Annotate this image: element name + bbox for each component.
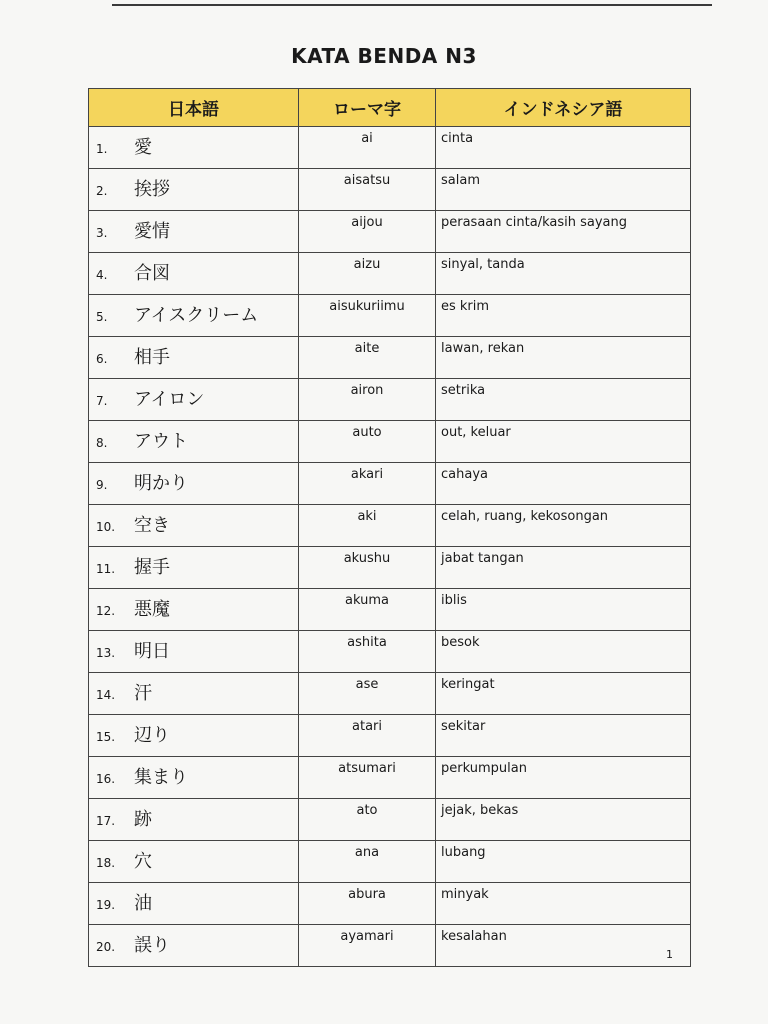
cell-indonesian: lubang [436, 841, 691, 883]
japanese-word: 明日 [134, 641, 170, 662]
cell-indonesian: minyak [436, 883, 691, 925]
table-row [89, 631, 691, 673]
table-header-row [89, 89, 691, 127]
japanese-word: 明かり [134, 473, 188, 494]
cell-japanese [89, 421, 299, 463]
row-number: 18. [96, 856, 116, 870]
cell-indonesian: es krim [436, 295, 691, 337]
table-row [89, 253, 691, 295]
cell-japanese [89, 547, 299, 589]
japanese-word: 跡 [134, 809, 152, 830]
cell-indonesian: cinta [436, 127, 691, 169]
row-number: 3. [96, 226, 108, 240]
row-number: 5. [96, 310, 108, 324]
table-row [89, 589, 691, 631]
japanese-word: 握手 [134, 557, 170, 578]
table-row [89, 841, 691, 883]
cell-indonesian: keringat [436, 673, 691, 715]
cell-romaji: airon [299, 379, 436, 421]
row-number: 13. [96, 646, 116, 660]
cell-romaji: akushu [299, 547, 436, 589]
cell-indonesian: lawan, rekan [436, 337, 691, 379]
table-row [89, 421, 691, 463]
cell-japanese [89, 631, 299, 673]
cell-romaji: aisukuriimu [299, 295, 436, 337]
table-row [89, 463, 691, 505]
cell-romaji: aki [299, 505, 436, 547]
document-title: KATA BENDA N3 [291, 44, 477, 68]
cell-indonesian: celah, ruang, kekosongan [436, 505, 691, 547]
cell-japanese [89, 715, 299, 757]
row-number: 20. [96, 940, 116, 954]
cell-indonesian: out, keluar [436, 421, 691, 463]
cell-romaji: ayamari [299, 925, 436, 967]
japanese-word: アイスクリーム [134, 305, 259, 326]
table-row [89, 169, 691, 211]
table-row [89, 379, 691, 421]
row-number: 12. [96, 604, 116, 618]
cell-indonesian: sekitar [436, 715, 691, 757]
cell-japanese [89, 841, 299, 883]
cell-japanese [89, 295, 299, 337]
cell-romaji: atsumari [299, 757, 436, 799]
header-japanese: 日本語 [89, 89, 299, 127]
cell-japanese [89, 169, 299, 211]
cell-indonesian: perkumpulan [436, 757, 691, 799]
cell-japanese [89, 799, 299, 841]
row-number: 7. [96, 394, 108, 408]
cell-indonesian: salam [436, 169, 691, 211]
cell-japanese [89, 127, 299, 169]
japanese-word: 辺り [134, 725, 170, 746]
table-row [89, 757, 691, 799]
cell-japanese [89, 211, 299, 253]
row-number: 2. [96, 184, 108, 198]
cell-japanese [89, 379, 299, 421]
table-row [89, 505, 691, 547]
cell-romaji: aite [299, 337, 436, 379]
row-number: 1. [96, 142, 108, 156]
header-indonesian: インドネシア語 [436, 89, 691, 127]
table-row [89, 925, 691, 967]
table-body [89, 127, 691, 967]
cell-romaji: atari [299, 715, 436, 757]
cell-japanese [89, 505, 299, 547]
cell-romaji: aizu [299, 253, 436, 295]
cell-romaji: ashita [299, 631, 436, 673]
cell-romaji: aijou [299, 211, 436, 253]
row-number: 19. [96, 898, 116, 912]
japanese-word: 汗 [134, 683, 152, 704]
cell-japanese [89, 673, 299, 715]
row-number: 8. [96, 436, 108, 450]
japanese-word: 穴 [134, 851, 152, 872]
cell-romaji: akari [299, 463, 436, 505]
row-number: 16. [96, 772, 116, 786]
cell-indonesian: iblis [436, 589, 691, 631]
table-row [89, 127, 691, 169]
japanese-word: 愛 [134, 137, 152, 158]
table-row [89, 673, 691, 715]
row-number: 6. [96, 352, 108, 366]
table-row [89, 799, 691, 841]
japanese-word: 誤り [134, 935, 170, 956]
japanese-word: アウト [134, 431, 188, 452]
row-number: 11. [96, 562, 116, 576]
cell-japanese [89, 757, 299, 799]
row-number: 9. [96, 478, 108, 492]
cell-romaji: ana [299, 841, 436, 883]
cell-indonesian: perasaan cinta/kasih sayang [436, 211, 691, 253]
cell-indonesian: setrika [436, 379, 691, 421]
cell-japanese [89, 589, 299, 631]
japanese-word: 空き [134, 515, 170, 536]
cell-japanese [89, 925, 299, 967]
cell-indonesian: jabat tangan [436, 547, 691, 589]
cell-japanese [89, 463, 299, 505]
cell-romaji: auto [299, 421, 436, 463]
cell-romaji: ase [299, 673, 436, 715]
cell-indonesian: sinyal, tanda [436, 253, 691, 295]
table-row [89, 883, 691, 925]
row-number: 10. [96, 520, 116, 534]
cell-romaji: abura [299, 883, 436, 925]
header-romaji: ローマ字 [299, 89, 436, 127]
japanese-word: アイロン [134, 389, 205, 410]
japanese-word: 挨拶 [134, 179, 170, 200]
table-row [89, 211, 691, 253]
japanese-word: 悪魔 [134, 599, 170, 620]
cell-indonesian: jejak, bekas [436, 799, 691, 841]
row-number: 4. [96, 268, 108, 282]
cell-indonesian: kesalahan [436, 925, 691, 967]
cell-japanese [89, 253, 299, 295]
cell-romaji: aisatsu [299, 169, 436, 211]
vocabulary-table [88, 88, 691, 967]
cell-romaji: ato [299, 799, 436, 841]
japanese-word: 合図 [134, 263, 170, 284]
cell-japanese [89, 337, 299, 379]
japanese-word: 相手 [134, 347, 170, 368]
cell-indonesian: besok [436, 631, 691, 673]
japanese-word: 愛情 [134, 221, 170, 242]
cell-romaji: akuma [299, 589, 436, 631]
page-number: 1 [666, 948, 673, 961]
japanese-word: 集まり [134, 767, 188, 788]
page-top-edge [112, 4, 712, 6]
cell-japanese [89, 883, 299, 925]
row-number: 17. [96, 814, 116, 828]
table-row [89, 337, 691, 379]
table-row [89, 547, 691, 589]
cell-romaji: ai [299, 127, 436, 169]
table-row [89, 715, 691, 757]
row-number: 14. [96, 688, 116, 702]
japanese-word: 油 [134, 893, 152, 914]
row-number: 15. [96, 730, 116, 744]
table-row [89, 295, 691, 337]
cell-indonesian: cahaya [436, 463, 691, 505]
